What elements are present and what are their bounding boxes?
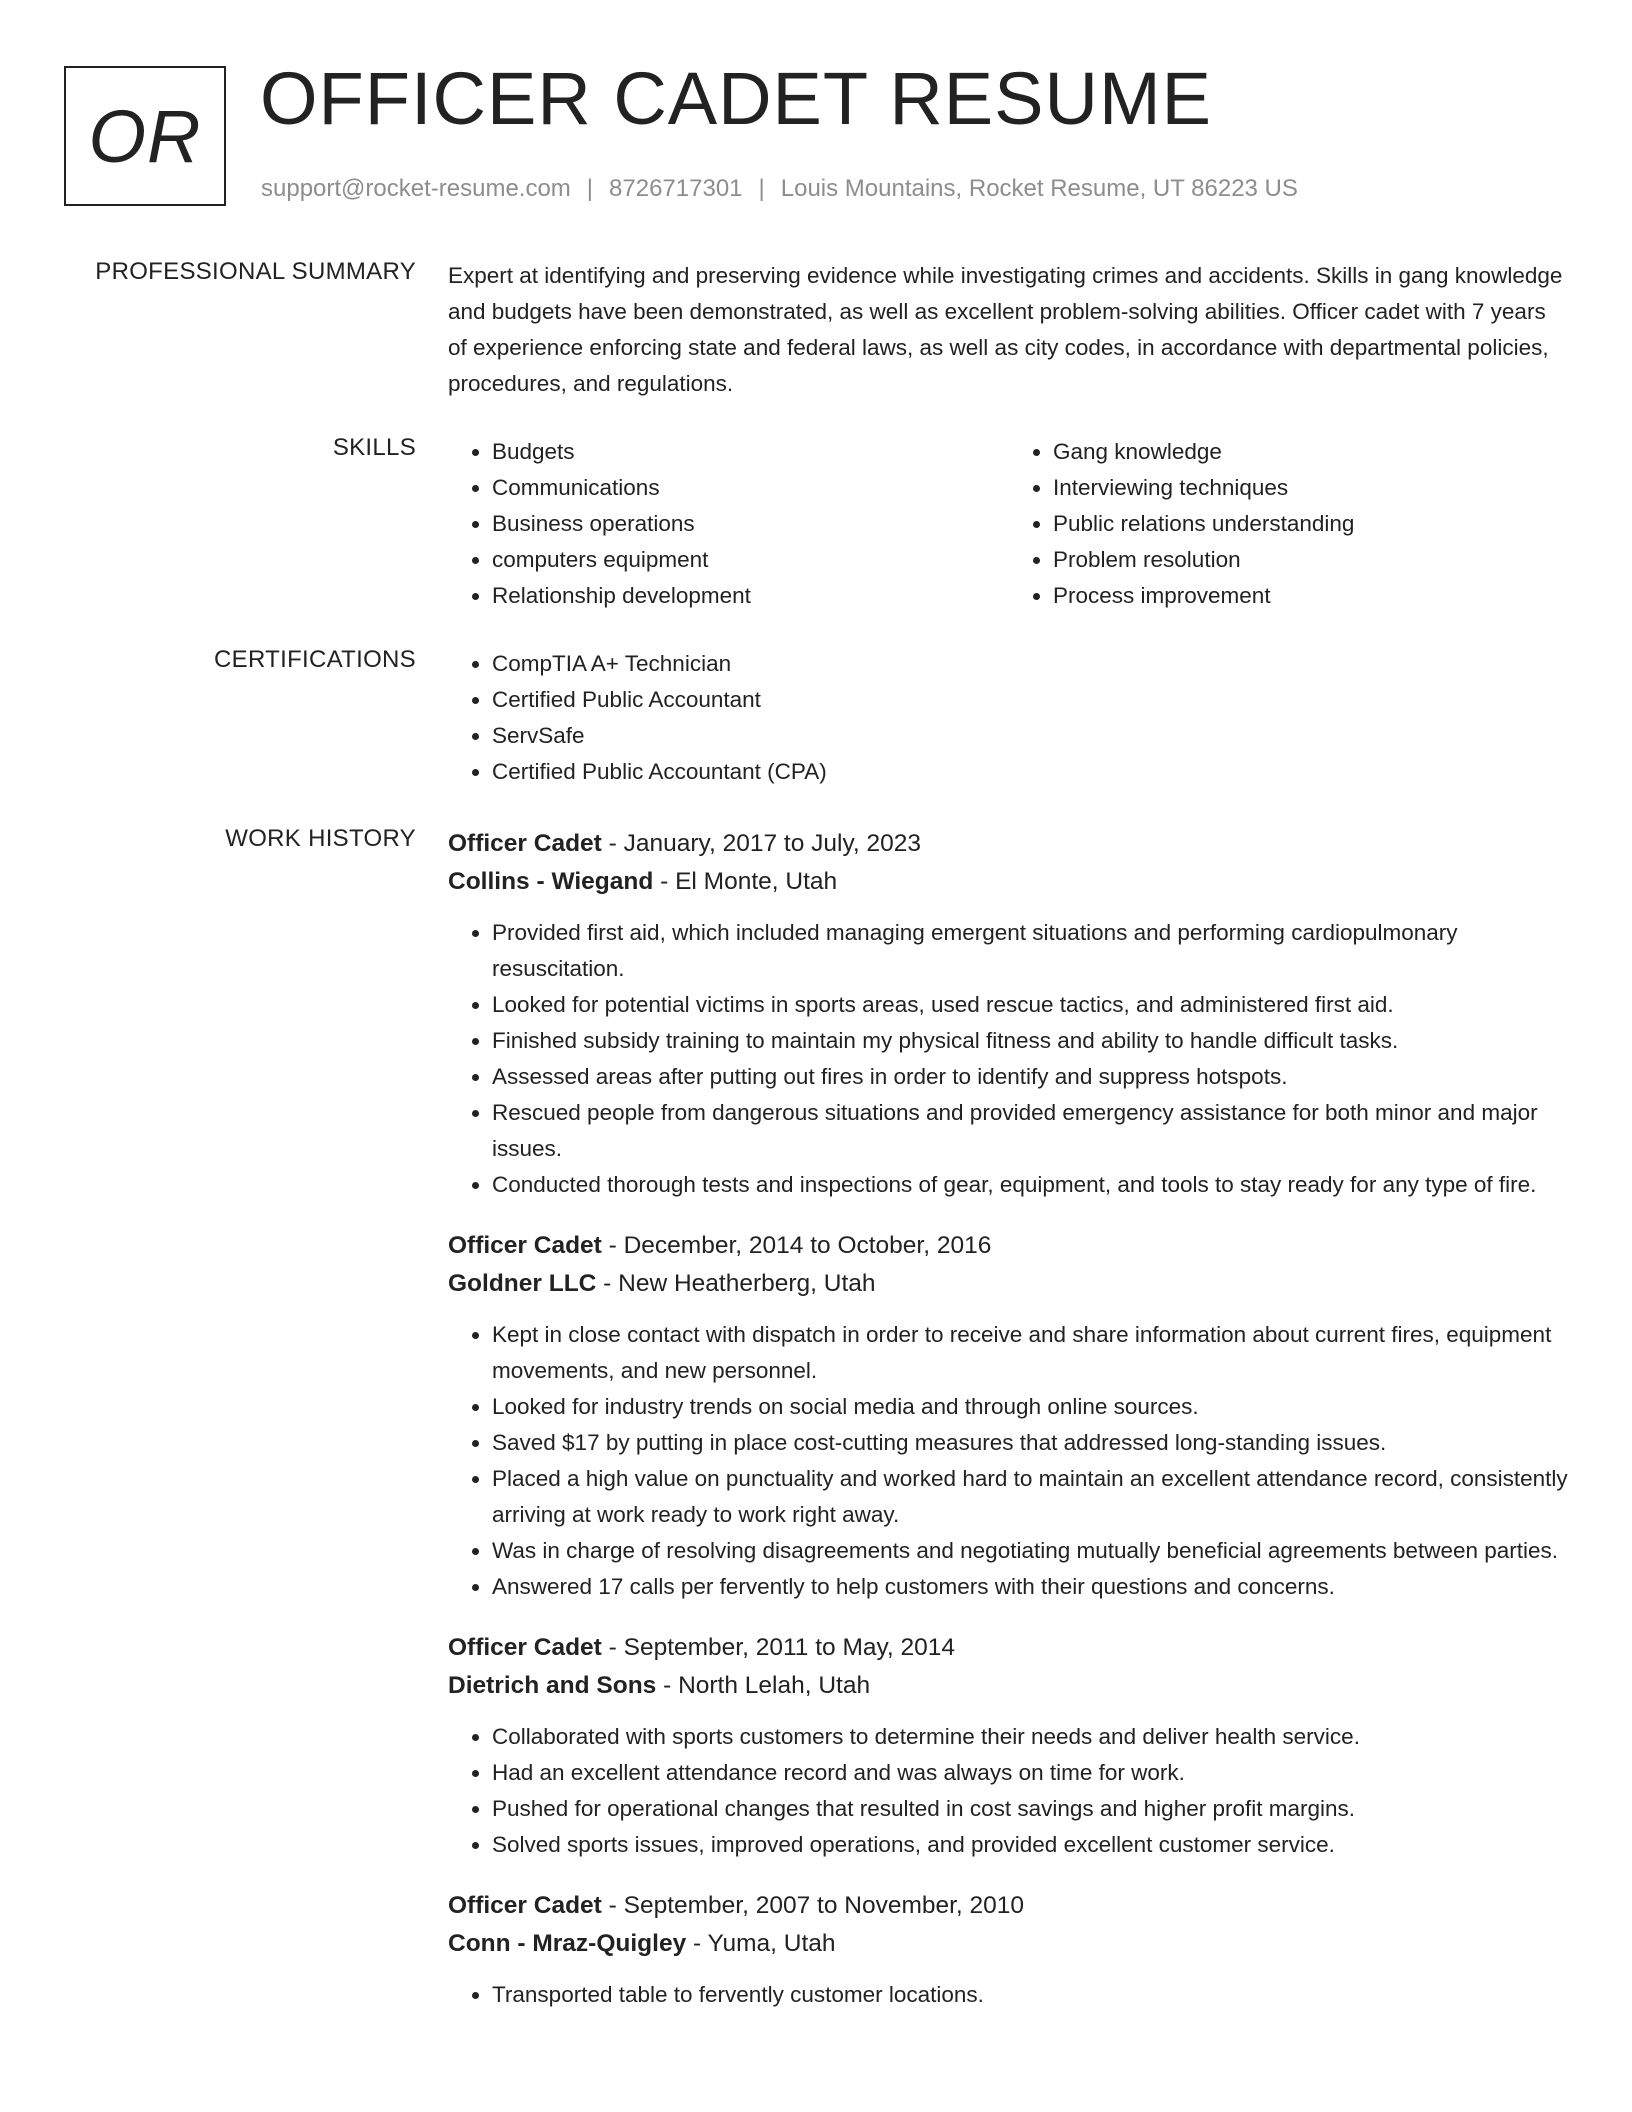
work-history-body	[448, 825, 1570, 2037]
skill-item: • Interviewing techniques	[1053, 470, 1570, 506]
skills-list-right	[1009, 434, 1570, 614]
job-title-line	[448, 1227, 1570, 1265]
job-dates: - December, 2014 to October, 2016	[601, 1232, 992, 1259]
job-entry	[448, 825, 1570, 1203]
contact-separator: |	[758, 175, 765, 202]
job-bullet: • Assessed areas after putting out fires in order to identify and suppress hotspots.	[492, 1059, 1570, 1095]
skill-item: • Gang knowledge	[1053, 434, 1570, 470]
contact-line	[261, 175, 1298, 203]
certification-item: • ServSafe	[492, 718, 1570, 754]
job-title: Officer Cadet	[448, 1634, 602, 1661]
section-label-summary: PROFESSIONAL SUMMARY	[95, 258, 416, 285]
job-bullet: • Saved $17 by putting in place cost-cutting measures that addressed long-standing issues.	[492, 1425, 1570, 1461]
job-bullet: • Answered 17 calls per fervently to help customers with their questions and concerns.	[492, 1569, 1570, 1605]
section-label-certifications: CERTIFICATIONS	[214, 646, 416, 673]
monogram-initials: OR	[64, 66, 226, 206]
job-dates: - January, 2017 to July, 2023	[601, 830, 921, 857]
resume-title: OFFICER CADET RESUME	[260, 57, 1212, 140]
job-bullet: • Transported table to fervently customer locations.	[492, 1977, 1570, 2013]
summary-text: Expert at identifying and preserving evidence while investigating crimes and accidents. Skills in gang knowledge and budgets have been demonstrated, as well as excellent problem-solving abilities. Officer cadet with 7 years of experience enforcing state and federal laws, as well as city codes, in accordance with departmental policies, procedures, and regulations.	[448, 263, 1563, 396]
job-bullet: • Kept in close contact with dispatch in order to receive and share information about current fires, equipment movements, and new personnel.	[492, 1317, 1570, 1389]
certification-item: • Certified Public Accountant (CPA)	[492, 754, 1570, 790]
job-bullet: • Solved sports issues, improved operations, and provided excellent customer service.	[492, 1827, 1570, 1863]
job-title-line	[448, 1629, 1570, 1667]
contact-separator: |	[586, 175, 594, 202]
job-bullets	[448, 1719, 1570, 1863]
job-entry	[448, 1887, 1570, 2013]
skill-item: • Budgets	[492, 434, 1009, 470]
job-bullet: • Looked for potential victims in sports areas, used rescue tactics, and administered first aid.	[492, 987, 1570, 1023]
job-company-line	[448, 1667, 1570, 1705]
job-bullet: • Collaborated with sports customers to determine their needs and deliver health service.	[492, 1719, 1570, 1755]
skills-body	[448, 434, 1570, 614]
job-title: Officer Cadet	[448, 830, 602, 857]
job-bullets	[448, 1317, 1570, 1605]
skills-list-left	[448, 434, 1009, 614]
contact-email: support@rocket-resume.com	[261, 175, 571, 202]
certification-item: • CompTIA A+ Technician	[492, 646, 1570, 682]
job-bullets	[448, 915, 1570, 1203]
job-company: Dietrich and Sons	[448, 1672, 657, 1699]
job-entry	[448, 1629, 1570, 1863]
job-bullet: • Placed a high value on punctuality and worked hard to maintain an excellent attendance record, consistently arriving at work ready to work right away.	[492, 1461, 1570, 1533]
job-title: Officer Cadet	[448, 1892, 602, 1919]
job-location: - New Heatherberg, Utah	[596, 1270, 876, 1297]
contact-phone: 8726717301	[609, 175, 743, 202]
job-bullet: • Finished subsidy training to maintain my physical fitness and ability to handle difficult tasks.	[492, 1023, 1570, 1059]
skill-item: • Process improvement	[1053, 578, 1570, 614]
job-bullet: • Pushed for operational changes that resulted in cost savings and higher profit margins.	[492, 1791, 1570, 1827]
certifications-body	[448, 646, 1570, 790]
job-company-line	[448, 863, 1570, 901]
job-title-line	[448, 825, 1570, 863]
job-company: Goldner LLC	[448, 1270, 597, 1297]
job-bullet: • Had an excellent attendance record and was always on time for work.	[492, 1755, 1570, 1791]
skill-item: • Communications	[492, 470, 1009, 506]
summary-body	[448, 258, 1570, 402]
certification-item: • Certified Public Accountant	[492, 682, 1570, 718]
job-bullet: • Conducted thorough tests and inspections of gear, equipment, and tools to stay ready for any type of fire.	[492, 1167, 1570, 1203]
job-company: Conn - Mraz-Quigley	[448, 1930, 687, 1957]
certifications-list	[448, 646, 1570, 790]
job-company-line	[448, 1265, 1570, 1303]
job-title-line	[448, 1887, 1570, 1925]
job-location: - Yuma, Utah	[686, 1930, 836, 1957]
job-company-line	[448, 1925, 1570, 1963]
job-company: Collins - Wiegand	[448, 868, 654, 895]
job-entry	[448, 1227, 1570, 1605]
job-bullet: • Rescued people from dangerous situations and provided emergency assistance for both minor and major issues.	[492, 1095, 1570, 1167]
job-bullet: • Looked for industry trends on social media and through online sources.	[492, 1389, 1570, 1425]
skill-item: • Problem resolution	[1053, 542, 1570, 578]
section-label-work-history: WORK HISTORY	[225, 825, 416, 852]
job-title: Officer Cadet	[448, 1232, 602, 1259]
skill-item: • computers equipment	[492, 542, 1009, 578]
job-bullets	[448, 1977, 1570, 2013]
job-location: - North Lelah, Utah	[656, 1672, 871, 1699]
job-bullet: • Was in charge of resolving disagreements and negotiating mutually beneficial agreements between parties.	[492, 1533, 1570, 1569]
skill-item: • Relationship development	[492, 578, 1009, 614]
contact-address: Louis Mountains, Rocket Resume, UT 86223 US	[780, 175, 1298, 202]
job-bullet: • Provided first aid, which included managing emergent situations and performing cardiopulmonary resuscitation.	[492, 915, 1570, 987]
skill-item: • Business operations	[492, 506, 1009, 542]
job-location: - El Monte, Utah	[653, 868, 838, 895]
job-dates: - September, 2007 to November, 2010	[601, 1892, 1025, 1919]
skill-item: • Public relations understanding	[1053, 506, 1570, 542]
section-label-skills: SKILLS	[332, 434, 416, 461]
job-dates: - September, 2011 to May, 2014	[601, 1634, 956, 1661]
